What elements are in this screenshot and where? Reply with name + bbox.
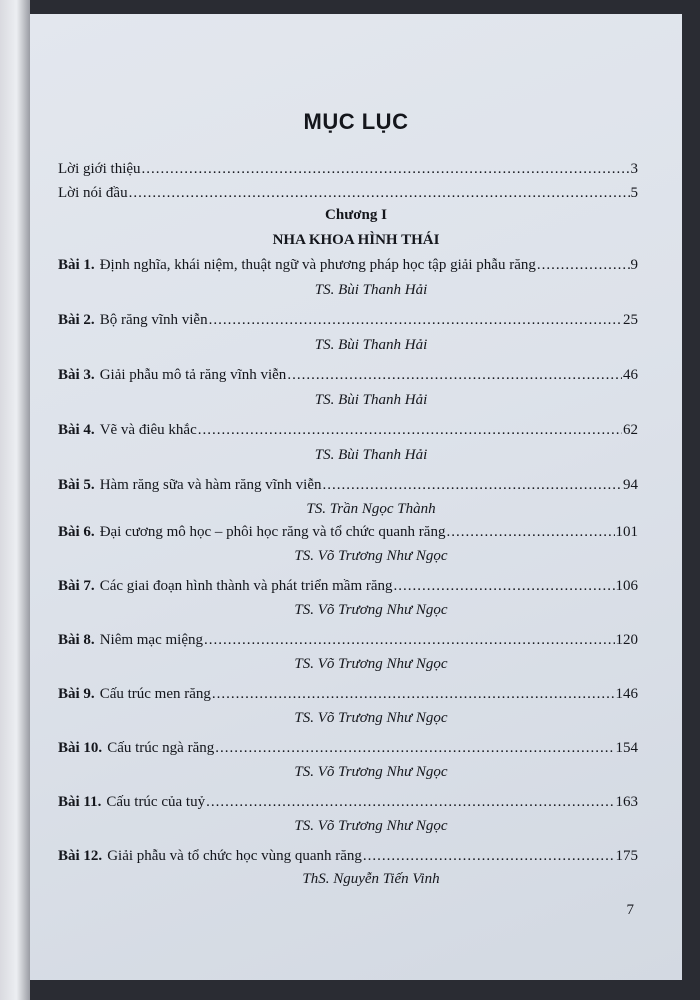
- toc-entry-title: Các giai đoạn hình thành và phát triển mầm răng: [99, 578, 393, 594]
- toc-entry: [58, 632, 638, 649]
- toc-entry-title: Niêm mạc miệng: [99, 632, 203, 648]
- dot-leader: [394, 578, 615, 595]
- toc-entry-page: 25: [623, 312, 638, 328]
- toc-entry-title: Lời giới thiệu: [58, 161, 141, 177]
- toc-entry-author: TS. Bùi Thanh Hải: [314, 392, 428, 408]
- toc-entry-author: TS. Bùi Thanh Hải: [314, 282, 428, 298]
- lesson-number: Bài 9.: [58, 686, 95, 702]
- dot-leader: [215, 740, 614, 757]
- page-number: 7: [626, 902, 634, 918]
- toc-entry-title: Bộ răng vĩnh viễn: [99, 312, 208, 328]
- toc-entry-title: Giải phẫu mô tả răng vĩnh viễn: [99, 367, 287, 383]
- toc-entry-author: ThS. Nguyễn Tiến Vinh: [302, 871, 440, 887]
- toc-entry-author: TS. Võ Trương Như Ngọc: [294, 656, 448, 672]
- toc-entry-title: Đại cương mô học – phôi học răng và tổ chức quanh răng: [99, 524, 446, 540]
- toc-entry-page: 106: [615, 578, 638, 594]
- toc-entry-title: Vẽ và điêu khắc: [99, 422, 197, 438]
- toc-entry-page: 175: [615, 848, 638, 864]
- toc-entry-title: Hàm răng sữa và hàm răng vĩnh viễn: [99, 477, 322, 493]
- toc-entry-author: TS. Bùi Thanh Hải: [314, 337, 428, 353]
- toc-entry-page: 163: [615, 794, 638, 810]
- toc-entry-author: TS. Trần Ngọc Thành: [306, 501, 436, 517]
- dot-leader: [209, 312, 622, 329]
- toc-entry-title: Giải phẫu và tổ chức học vùng quanh răng: [107, 848, 362, 864]
- chapter-title: NHA KHOA HÌNH THÁI: [272, 232, 440, 248]
- dot-leader: [204, 632, 615, 649]
- dot-leader: [287, 367, 622, 384]
- dot-leader: [212, 686, 615, 703]
- lesson-number: Bài 8.: [58, 632, 95, 648]
- lesson-number: Bài 6.: [58, 524, 95, 540]
- book-spine-edge: [0, 0, 30, 1000]
- toc-entry: [58, 740, 638, 757]
- toc-entry: [58, 578, 638, 595]
- dot-leader: [446, 524, 614, 541]
- dot-leader: [129, 185, 630, 202]
- toc-entry-page: 101: [615, 524, 638, 540]
- toc-entry-page: 154: [615, 740, 638, 756]
- dot-leader: [537, 257, 630, 274]
- toc-entry-page: 146: [615, 686, 638, 702]
- toc-entry-title: Định nghĩa, khái niệm, thuật ngữ và phương pháp học tập giải phẫu răng: [99, 257, 536, 273]
- dot-leader: [323, 477, 622, 494]
- document-page: [30, 14, 682, 980]
- toc-entry-author: TS. Võ Trương Như Ngọc: [294, 818, 448, 834]
- toc-entry-page: 46: [623, 367, 638, 383]
- dot-leader: [142, 161, 630, 178]
- lesson-number: Bài 10.: [58, 740, 103, 756]
- toc-entry-page: 62: [623, 422, 638, 438]
- lesson-number: Bài 7.: [58, 578, 95, 594]
- toc-entry-title: Cấu trúc của tuỷ: [106, 794, 206, 810]
- toc-entry: [58, 367, 638, 384]
- toc-entry-author: TS. Bùi Thanh Hải: [314, 447, 428, 463]
- toc-entry: [58, 524, 638, 541]
- toc-entry-title: Cấu trúc men răng: [99, 686, 211, 702]
- toc-entry: [58, 312, 638, 329]
- dot-leader: [363, 848, 615, 865]
- toc-entry: [58, 257, 638, 274]
- lesson-number: Bài 1.: [58, 257, 95, 273]
- toc-entry-page: 94: [623, 477, 638, 493]
- toc-entry: [58, 477, 638, 494]
- toc-entry-title: Cấu trúc ngà răng: [107, 740, 215, 756]
- lesson-number: Bài 5.: [58, 477, 95, 493]
- toc-entry: [58, 422, 638, 439]
- toc-entry-page: 5: [630, 185, 638, 201]
- lesson-number: Bài 12.: [58, 848, 103, 864]
- chapter-label: Chương I: [325, 207, 387, 223]
- dot-leader: [198, 422, 622, 439]
- toc-entry-author: TS. Võ Trương Như Ngọc: [294, 602, 448, 618]
- toc-entry-author: TS. Võ Trương Như Ngọc: [294, 548, 448, 564]
- lesson-number: Bài 2.: [58, 312, 95, 328]
- toc-entry: [58, 848, 638, 865]
- toc-entry-title: Lời nói đầu: [58, 185, 128, 201]
- lesson-number: Bài 4.: [58, 422, 95, 438]
- toc-entry-page: 120: [615, 632, 638, 648]
- toc-entry-front: [58, 161, 638, 178]
- toc-entry-front: [58, 185, 638, 202]
- page-title: MỤC LỤC: [303, 109, 409, 134]
- toc-entry-page: 9: [630, 257, 638, 273]
- toc-entry: [58, 794, 638, 811]
- lesson-number: Bài 11.: [58, 794, 102, 810]
- dot-leader: [206, 794, 614, 811]
- toc-entry-author: TS. Võ Trương Như Ngọc: [294, 764, 448, 780]
- toc-entry-page: 3: [630, 161, 638, 177]
- lesson-number: Bài 3.: [58, 367, 95, 383]
- toc-entry: [58, 686, 638, 703]
- toc-entry-author: TS. Võ Trương Như Ngọc: [294, 710, 448, 726]
